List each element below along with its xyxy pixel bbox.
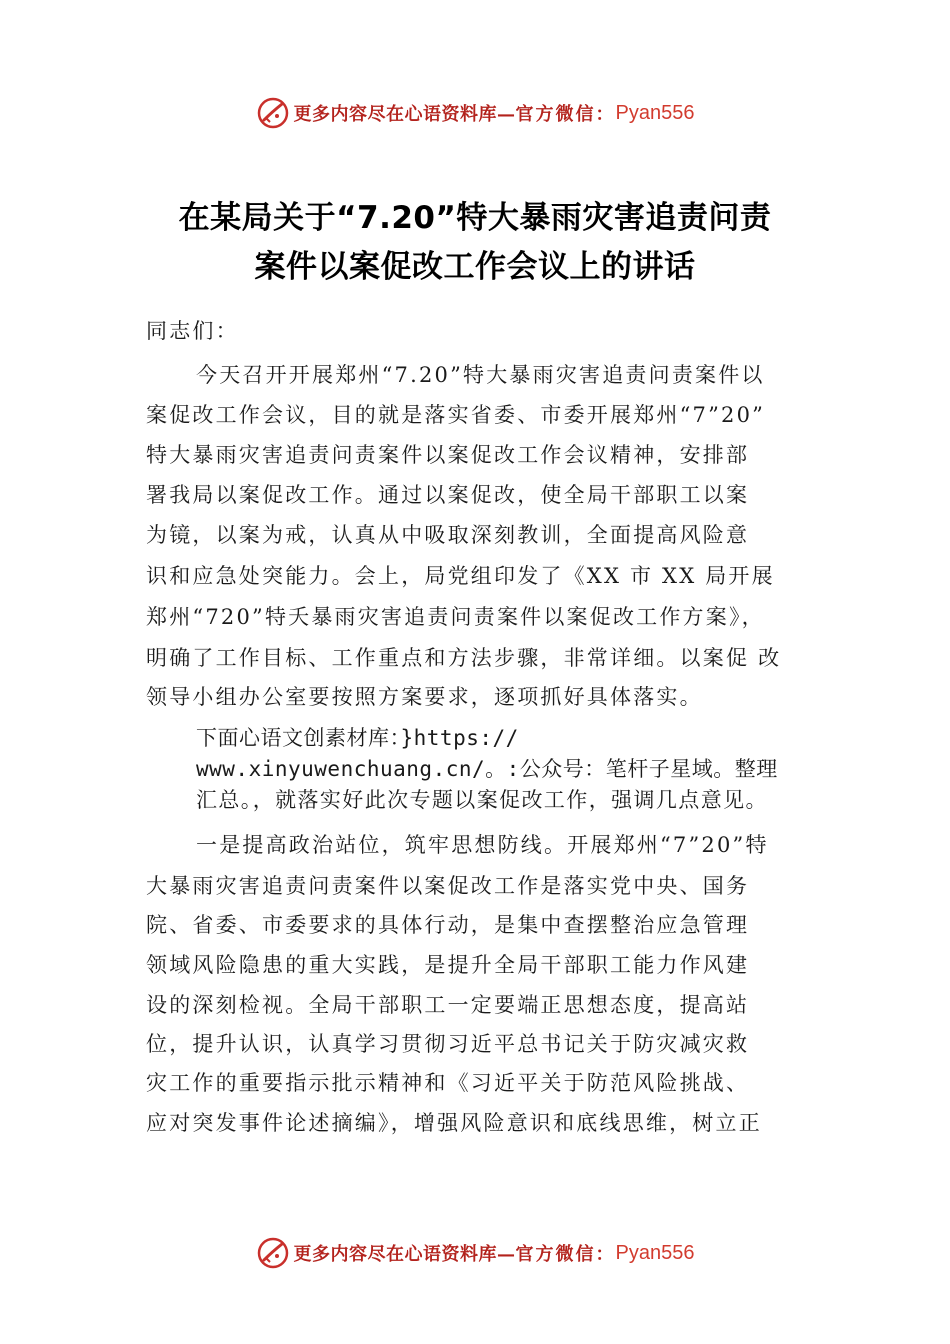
paragraph-line: 今天召开开展郑州“7.20”特大暴雨灾害追责问责案件以 bbox=[196, 363, 765, 387]
paragraph-line: 为镜，以案为戒，认真从中吸取深刻教训，全面提高风险意 bbox=[146, 523, 750, 547]
banner-text: 更多内容尽在心语资料库— bbox=[293, 104, 516, 125]
header-banner bbox=[0, 93, 950, 133]
paragraph-line: 灾工作的重要指示批示精神和《习近平关于防范风险挑战、 bbox=[146, 1071, 750, 1095]
paragraph-line: 特大暴雨灾害追责问责案件以案促改工作会议精神，安排部 bbox=[146, 443, 750, 467]
paragraph-line: 设的深刻检视。全局干部职工一定要端正思想态度，提高站 bbox=[146, 993, 750, 1017]
banner-wechat-id: Pyan556 bbox=[615, 1241, 695, 1264]
banner-text: 更多内容尽在心语资料库— bbox=[293, 1244, 516, 1265]
paragraph-line: 大暴雨灾害追责问责案件以案促改工作是落实党中央、国务 bbox=[146, 874, 750, 898]
paragraph-line: 下面心语文创素材库：}https:// bbox=[196, 726, 519, 750]
page-title-line-2: 案件以案促改工作会议上的讲话 bbox=[254, 249, 696, 285]
banner-wechat-id: Pyan556 bbox=[615, 101, 695, 124]
paragraph-line: 领导小组办公室要按照方案要求，逐项抓好具体落实。 bbox=[146, 685, 703, 709]
footer-banner bbox=[0, 1233, 950, 1273]
paragraph-line: 案促改工作会议，目的就是落实省委、市委开展郑州“7”20” bbox=[146, 403, 766, 427]
paragraph-line: 汇总。，就落实好此次专题以案促改工作，强调几点意见。 bbox=[196, 788, 768, 812]
pen-logo-icon bbox=[256, 96, 290, 130]
banner-wechat-label: 官方微信： bbox=[515, 104, 616, 125]
salutation: 同志们： bbox=[146, 319, 239, 343]
paragraph-line: 识和应急处突能力。会上，局党组印发了《XX 市 XX 局开展 bbox=[146, 564, 775, 588]
paragraph-line: 一是提高政治站位，筑牢思想防线。开展郑州“7”20”特 bbox=[196, 833, 769, 857]
paragraph-line: 应对突发事件论述摘编》，增强风险意识和底线思维，树立正 bbox=[146, 1111, 762, 1135]
pen-logo-icon bbox=[256, 1236, 290, 1270]
paragraph-line: www.xinyuwenchuang.cn/。:公众号：笔杆子星域。整理 bbox=[196, 757, 778, 781]
page-title-line-1: 在某局关于“7.20”特大暴雨灾害追责问责 bbox=[178, 200, 772, 236]
paragraph-line: 署我局以案促改工作。通过以案促改，使全局干部职工以案 bbox=[146, 483, 750, 507]
paragraph-line: 郑州“720”特夭暴雨灾害追责问责案件以案促改工作方案》， bbox=[146, 605, 765, 629]
paragraph-line: 位，提升认识，认真学习贯彻习近平总书记关于防灾减灾救 bbox=[146, 1032, 750, 1056]
paragraph-line: 明确了工作目标、工作重点和方法步骤，非常详细。以案促 改 bbox=[146, 646, 782, 670]
paragraph-line: 领域风险隐患的重大实践，是提升全局干部职工能力作风建 bbox=[146, 953, 750, 977]
paragraph-line: 院、省委、市委要求的具体行动，是集中查摆整治应急管理 bbox=[146, 913, 750, 937]
banner-wechat-label: 官方微信： bbox=[515, 1244, 616, 1265]
